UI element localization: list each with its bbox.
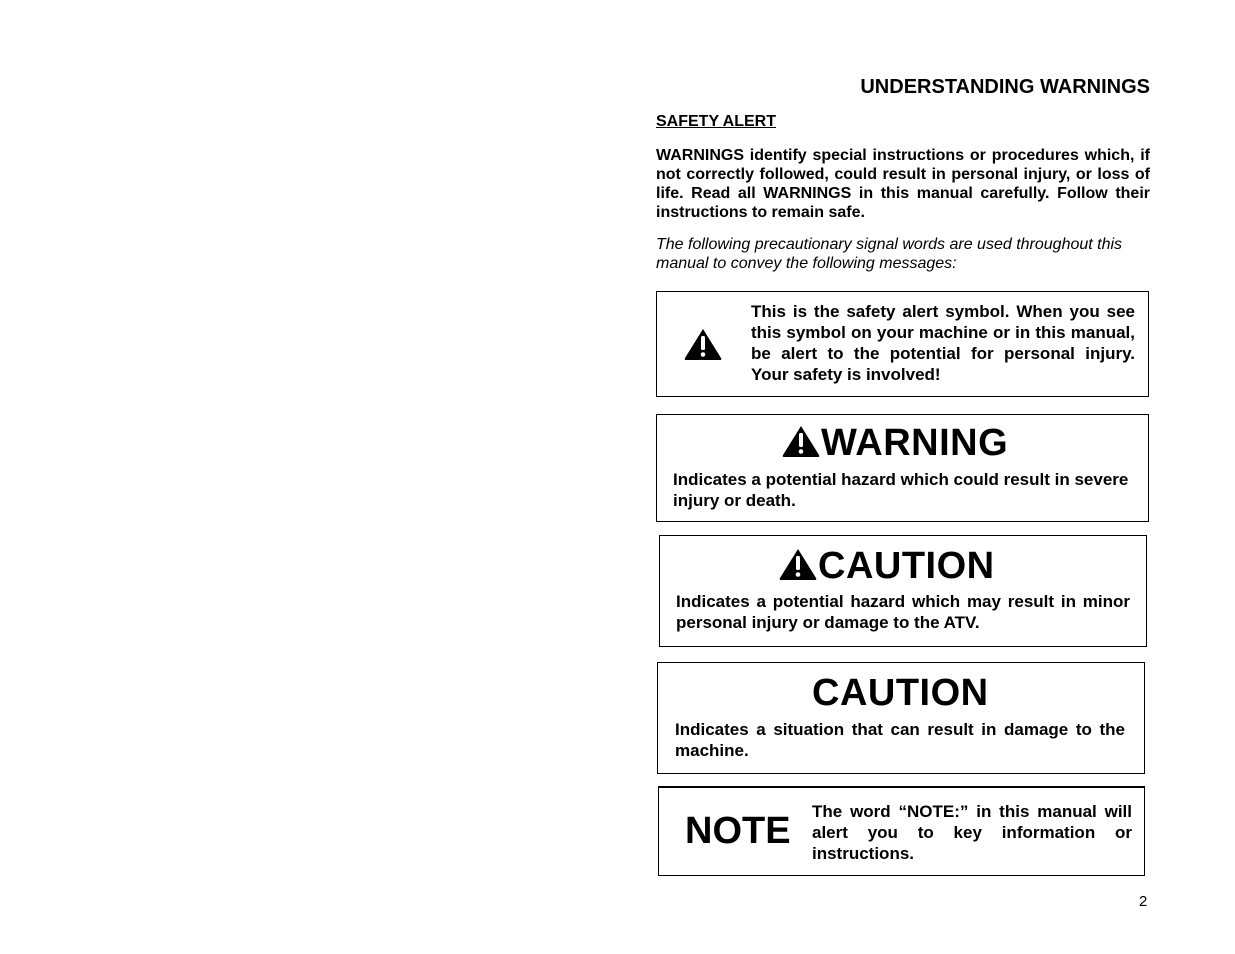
section-subheading: SAFETY ALERT xyxy=(656,113,777,130)
safety-alert-symbol-box xyxy=(656,291,1149,397)
intro-paragraph: WARNINGS identify special instructions or procedures which, if not correctly followed, could result in personal injury, or loss of life. Read all WARNINGS in this manual carefully. Follow their instructions to remain safe. xyxy=(656,147,1150,221)
page-number: 2 xyxy=(1139,893,1148,910)
caution-signal xyxy=(778,544,995,588)
safety-alert-triangle-icon xyxy=(683,327,723,366)
warning-signal xyxy=(781,421,1008,465)
note-box xyxy=(658,786,1145,876)
page-heading: UNDERSTANDING WARNINGS xyxy=(860,76,1150,98)
note-description: The word “NOTE:” in this manual will alert you to key information or instructions. xyxy=(812,802,1132,863)
caution-symbol-box xyxy=(659,535,1147,647)
warning-description: Indicates a potential hazard which could result in severe injury or death. xyxy=(673,470,1129,510)
caution-word: CAUTION xyxy=(812,672,989,714)
caution-word: CAUTION xyxy=(818,545,995,587)
signal-words-intro: The following precautionary signal words are used throughout this manual to convey the following messages: xyxy=(656,236,1123,272)
safety-alert-triangle-icon xyxy=(778,547,818,586)
warning-word: WARNING xyxy=(821,422,1009,464)
caution-symbol-description: Indicates a potential hazard which may result in minor personal injury or damage to the ATV. xyxy=(676,592,1130,632)
note-word: NOTE xyxy=(685,810,791,852)
caution-description: Indicates a situation that can result in damage to the machine. xyxy=(675,720,1125,760)
warning-box xyxy=(656,414,1149,522)
safety-alert-triangle-icon xyxy=(781,424,821,463)
safety-alert-description: This is the safety alert symbol. When you see this symbol on your machine or in this manual, be alert to the potential for personal injury. Your safety is involved! xyxy=(751,302,1135,384)
caution-box xyxy=(657,662,1145,774)
